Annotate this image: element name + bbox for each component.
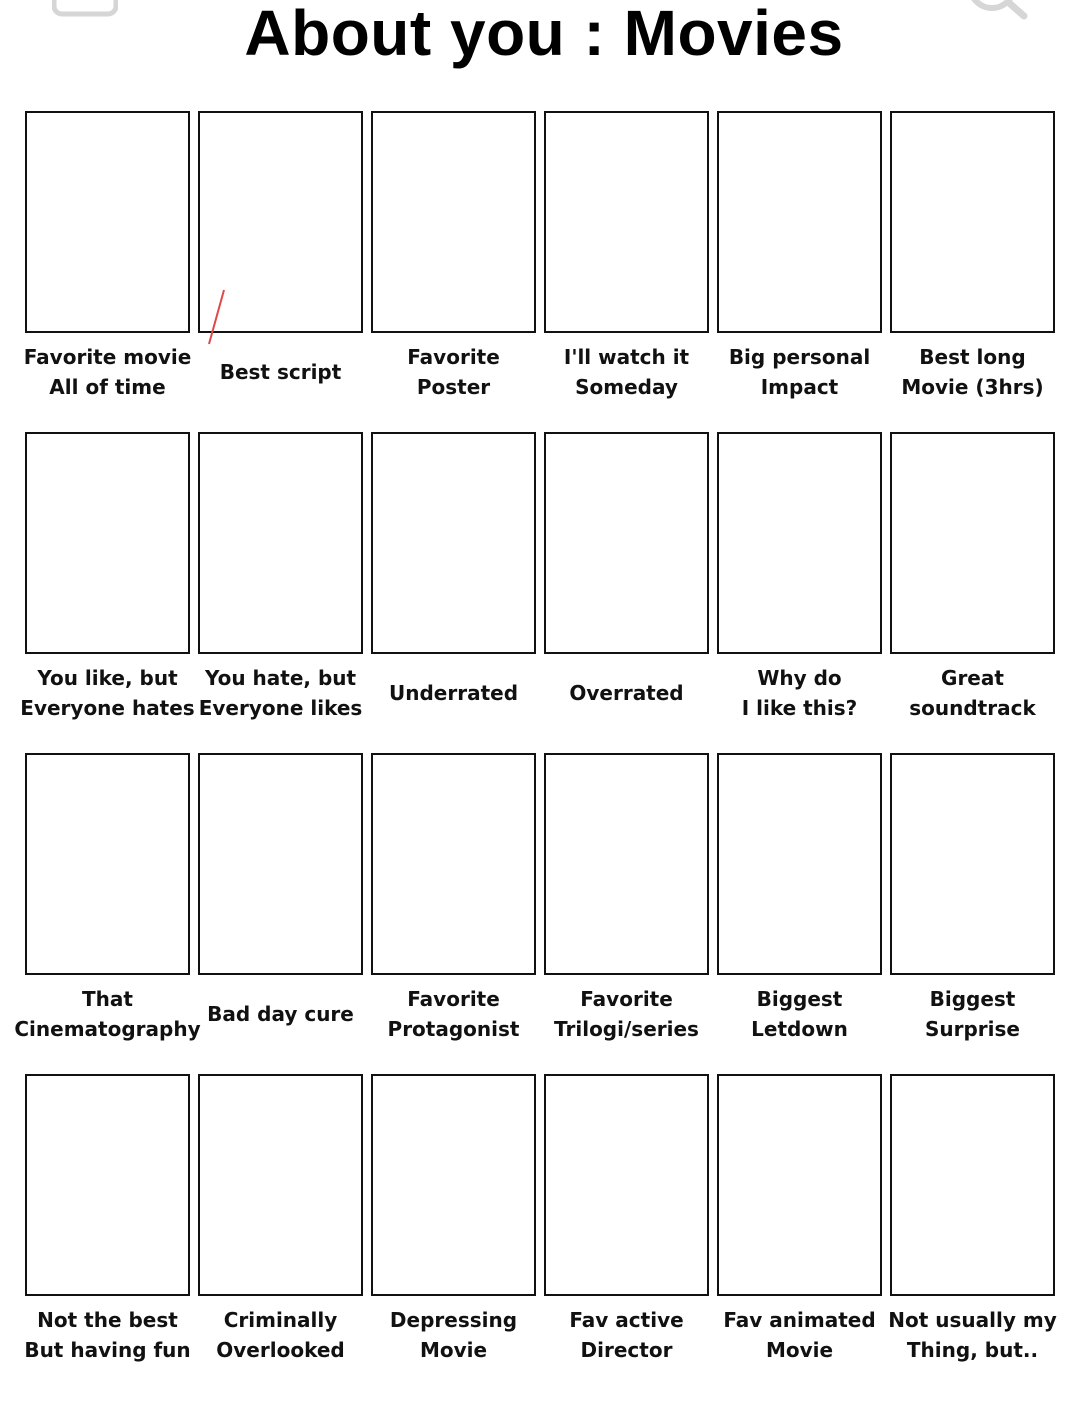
cell-caption: Favorite Poster — [407, 345, 500, 399]
picture-frame[interactable] — [890, 1074, 1055, 1296]
chart-cell — [198, 111, 363, 432]
picture-frame[interactable] — [544, 1074, 709, 1296]
chart-cell — [544, 753, 709, 1074]
picture-frame[interactable] — [371, 432, 536, 654]
cell-caption: Underrated — [388, 681, 519, 705]
cell-caption: Why do I like this? — [741, 666, 858, 720]
picture-frame[interactable] — [25, 1074, 190, 1296]
picture-frame[interactable] — [198, 1074, 363, 1296]
picture-frame[interactable] — [198, 753, 363, 975]
picture-frame[interactable] — [544, 432, 709, 654]
cell-caption: I'll watch it Someday — [563, 345, 690, 399]
movie-chart-grid — [14, 111, 1059, 1395]
picture-frame[interactable] — [890, 753, 1055, 975]
chart-cell — [25, 1074, 190, 1395]
cell-caption: Bad day cure — [207, 1002, 354, 1026]
chart-cell — [890, 111, 1055, 432]
red-pen-mark — [205, 288, 227, 346]
picture-frame[interactable] — [371, 753, 536, 975]
picture-frame[interactable] — [371, 111, 536, 333]
picture-frame[interactable] — [890, 111, 1055, 333]
cell-caption: Favorite Trilogi/series — [554, 987, 699, 1041]
cell-caption: Biggest Surprise — [924, 987, 1020, 1041]
chart-cell — [14, 753, 201, 1074]
chart-cell — [890, 432, 1055, 753]
picture-frame[interactable] — [717, 753, 882, 975]
cell-caption: Best long Movie (3hrs) — [901, 345, 1044, 399]
chart-cell — [544, 1074, 709, 1395]
cell-caption: Criminally Overlooked — [216, 1308, 345, 1362]
cell-caption: Biggest Letdown — [751, 987, 848, 1041]
picture-frame[interactable] — [717, 111, 882, 333]
picture-frame[interactable] — [890, 432, 1055, 654]
chart-cell — [717, 1074, 882, 1395]
chart-cell — [371, 111, 536, 432]
chart-cell — [371, 1074, 536, 1395]
chart-cell — [717, 432, 882, 753]
picture-frame[interactable] — [717, 432, 882, 654]
cell-caption: That Cinematography — [14, 987, 201, 1041]
cell-caption: Great soundtrack — [909, 666, 1036, 720]
picture-frame[interactable] — [544, 111, 709, 333]
picture-frame[interactable] — [25, 111, 190, 333]
chart-cell — [25, 111, 190, 432]
cell-caption: Not usually my Thing, but.. — [888, 1308, 1057, 1362]
page-title: About you : Movies — [244, 0, 844, 69]
chart-cell — [371, 753, 536, 1074]
cell-caption: Fav animated Movie — [723, 1308, 876, 1362]
cell-caption: You like, but Everyone hates — [20, 666, 195, 720]
chart-cell — [890, 753, 1055, 1074]
picture-frame[interactable] — [25, 432, 190, 654]
cell-caption: Favorite movie All of time — [23, 345, 192, 399]
picture-frame[interactable] — [371, 1074, 536, 1296]
cell-caption: Favorite Protagonist — [387, 987, 520, 1041]
cell-caption: Big personal Impact — [728, 345, 871, 399]
chart-cell — [717, 111, 882, 432]
cell-caption: Not the best But having fun — [24, 1308, 191, 1362]
chart-cell — [544, 111, 709, 432]
chart-cell — [890, 1074, 1055, 1395]
cell-caption: Overrated — [569, 681, 684, 705]
chart-cell — [544, 432, 709, 753]
chart-cell — [198, 1074, 363, 1395]
chart-cell — [371, 432, 536, 753]
chart-cell — [20, 432, 195, 753]
cell-caption: Best script — [219, 360, 342, 384]
chart-cell — [198, 753, 363, 1074]
picture-frame[interactable] — [544, 753, 709, 975]
chart-cell — [198, 432, 363, 753]
picture-frame[interactable] — [198, 432, 363, 654]
picture-frame[interactable] — [717, 1074, 882, 1296]
cell-caption: Depressing Movie — [389, 1308, 518, 1362]
chart-cell — [717, 753, 882, 1074]
cell-caption: You hate, but Everyone likes — [198, 666, 363, 720]
picture-frame[interactable] — [25, 753, 190, 975]
cell-caption: Fav active Director — [569, 1308, 684, 1362]
